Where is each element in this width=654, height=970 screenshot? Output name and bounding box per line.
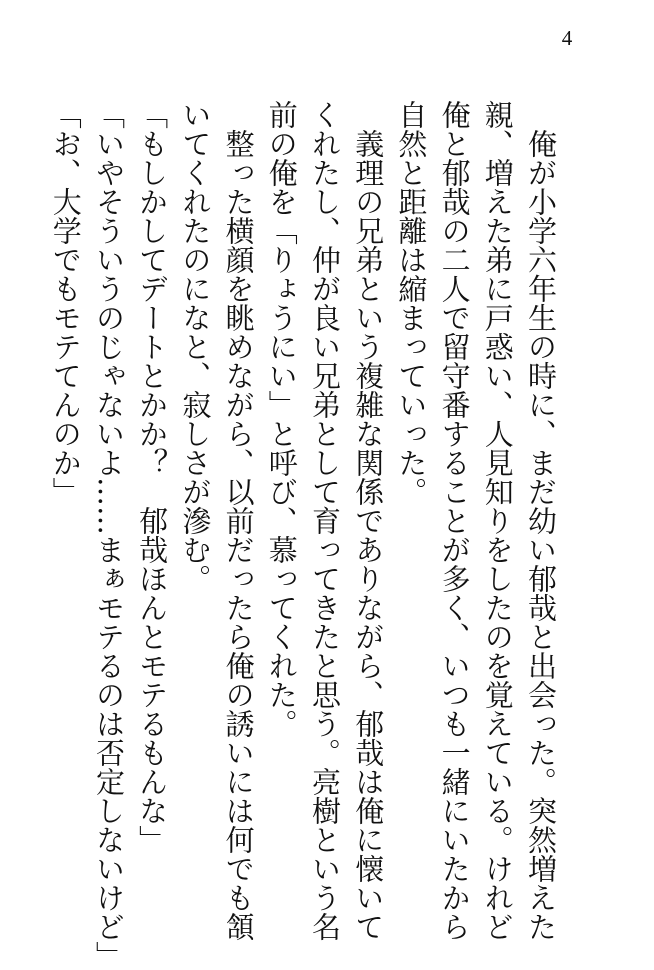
body-text — [44, 100, 562, 970]
text-line: 自然と距離は縮まっていった。 — [394, 100, 429, 506]
text-line: 俺と郁哉の二人で留守番することが多く、いつも一緒にいたから — [437, 100, 472, 941]
text-line: 前の俺を「りょうにい」と呼び、慕ってくれた。 — [264, 100, 299, 738]
dialogue-line: 「お、大学でもモテてんのか」 — [48, 100, 83, 506]
text-line: くれたし、仲が良い兄弟として育ってきたと思う。亮樹という名 — [307, 100, 342, 941]
dialogue-line: 「もしかしてデートとかか？ 郁哉ほんとモテるもんな」 — [135, 100, 170, 854]
text-line: 親、増えた弟に戸惑い、人見知りをしたのを覚えている。けれど — [480, 100, 515, 941]
text-line: 整った横顔を眺めながら、以前だったら俺の誘いには何でも頷 — [221, 100, 256, 941]
text-line: 義理の兄弟という複雑な関係でありながら、郁哉は俺に懐いて — [351, 100, 386, 941]
text-line: いてくれたのになと、寂しさが滲む。 — [178, 100, 213, 593]
dialogue-line: 「いやそういうのじゃないよ……まぁモテるのは否定しないけど」 — [91, 100, 126, 970]
page-number: 4 — [561, 26, 573, 50]
text-line: 俺が小学六年生の時に、まだ幼い郁哉と出会った。突然増えた — [524, 100, 558, 941]
